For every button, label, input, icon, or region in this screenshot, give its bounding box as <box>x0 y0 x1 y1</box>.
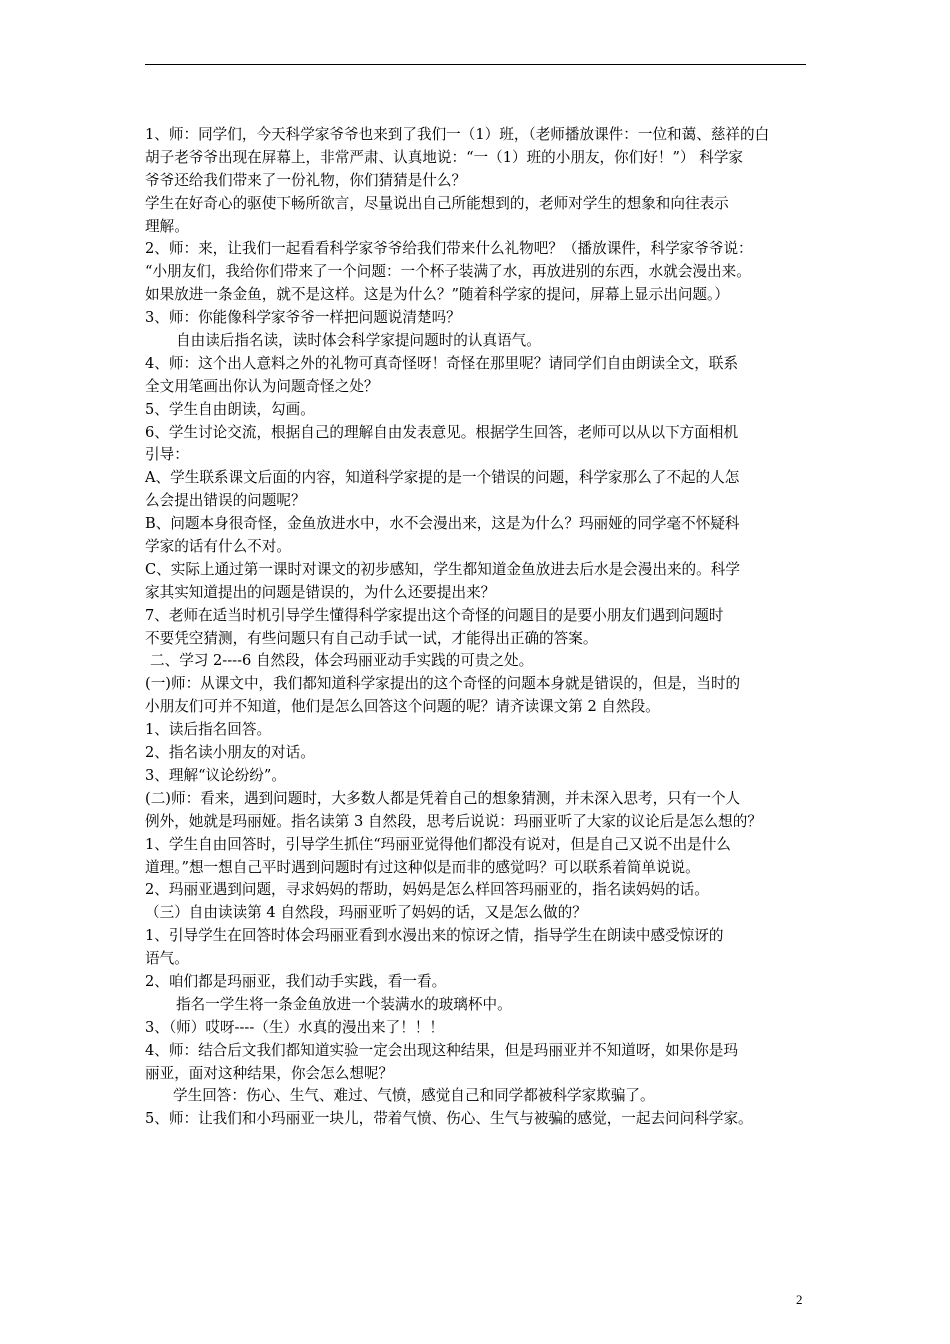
text-line: 1、读后指名回答。 <box>145 721 272 739</box>
text-line: A、学生联系课文后面的内容，知道科学家提的是一个错误的问题，科学家那么了不起的人怎 <box>145 469 740 487</box>
text-line: 1、引导学生在回答时体会玛丽亚看到水漫出来的惊讶之情，指导学生在朗读中感受惊讶的 <box>145 927 724 945</box>
text-line: 指名一学生将一条金鱼放进一个装满水的玻璃杯中。 <box>176 995 512 1013</box>
text-line: 如果放进一条金鱼，就不是这样。这是为什么？”随着科学家的提问，屏幕上显示出问题。） <box>145 286 729 304</box>
text-line: 道理。”想一想自己平时遇到问题时有过这种似是而非的感觉吗？可以联系着简单说说。 <box>145 858 700 876</box>
text-line: 3、师：你能像科学家爷爷一样把问题说清楚吗？ <box>145 309 461 327</box>
text-line: （三）自由读读第 4 自然段，玛丽亚听了妈妈的话，又是怎么做的？ <box>145 904 587 922</box>
text-line: 么会提出错误的问题呢？ <box>145 492 306 510</box>
text-line: 例外，她就是玛丽娅。指名读第 3 自然段，思考后说说：玛丽亚听了大家的议论后是怎么想的？ <box>145 812 762 830</box>
header-rule <box>145 64 806 65</box>
text-line: 不要凭空猜测，有些问题只有自己动手试一试，才能得出正确的答案。 <box>145 629 598 647</box>
text-line: 学生在好奇心的驱使下畅所欲言，尽量说出自己所能想到的，老师对学生的想象和向往表示 <box>145 194 729 212</box>
text-line: 1、学生自由回答时，引导学生抓住“玛丽亚觉得他们都没有说对，但是自己又说不出是什么 <box>145 835 731 853</box>
text-line: 小朋友们可并不知道，他们是怎么回答这个问题的呢？请齐读课文第 2 自然段。 <box>145 698 660 716</box>
text-line: 3、（师）哎呀----（生）水真的漫出来了！！！ <box>145 1018 444 1036</box>
text-line: 3、理解“议论纷纷”。 <box>145 766 286 784</box>
text-line: 理解。 <box>145 217 189 235</box>
text-line: 学家的话有什么不对。 <box>145 538 291 556</box>
text-line: 语气。 <box>145 950 189 968</box>
text-line: 全文用笔画出你认为问题奇怪之处？ <box>145 377 379 395</box>
document-body <box>145 124 809 1131</box>
text-line: 学生回答：伤心、生气、难过、气愤，感觉自己和同学都被科学家欺骗了。 <box>173 1087 655 1105</box>
text-line: 2、师：来，让我们一起看看科学家爷爷给我们带来什么礼物吧？（播放课件，科学家爷爷说： <box>145 240 753 258</box>
text-line: 1、师：同学们，今天科学家爷爷也来到了我们一（1）班，（老师播放课件：一位和蔼、慈祥的白 <box>145 126 770 143</box>
text-line: 5、师：让我们和小玛丽亚一块儿，带着气愤、伤心、生气与被骗的感觉，一起去问问科学家。 <box>145 1110 753 1128</box>
text-line: 胡子老爷爷出现在屏幕上，非常严肃、认真地说：“一（1）班的小朋友，你们好！”） 科学家 <box>145 148 744 166</box>
text-line: 2、咱们都是玛丽亚，我们动手实践，看一看。 <box>145 972 447 990</box>
text-line: 4、师：这个出人意料之外的礼物可真奇怪呀！奇怪在那里呢？请同学们自由朗读全文，联系 <box>145 354 739 372</box>
text-line: 4、师：结合后文我们都知道实验一定会出现这种结果，但是玛丽亚并不知道呀，如果你是玛 <box>145 1041 739 1059</box>
text-line: “小朋友们，我给你们带来了一个问题：一个杯子装满了水，再放进别的东西，水就会漫出来。 <box>145 263 751 281</box>
text-line: 爷爷还给我们带来了一份礼物，你们猜猜是什么？ <box>145 171 467 189</box>
text-line: 家其实知道提出的问题是错误的，为什么还要提出来？ <box>145 583 496 601</box>
text-line: B、问题本身很奇怪，金鱼放进水中，水不会漫出来，这是为什么？玛丽娅的同学毫不怀疑科 <box>145 515 740 533</box>
text-line: 6、学生讨论交流，根据自己的理解自由发表意见。根据学生回答，老师可以从以下方面相机 <box>145 423 739 441</box>
text-line: 2、玛丽亚遇到问题，寻求妈妈的帮助，妈妈是怎么样回答玛丽亚的，指名读妈妈的话。 <box>145 881 709 899</box>
text-line: 5、学生自由朗读，勾画。 <box>145 400 315 418</box>
text-line: (一)师：从课文中，我们都知道科学家提出的这个奇怪的问题本身就是错误的，但是，当时的 <box>145 675 741 693</box>
text-line: 自由读后指名读，读时体会科学家提问题时的认真语气。 <box>176 332 541 350</box>
page-number: 2 <box>796 1292 803 1307</box>
text-line: 丽亚，面对这种结果，你会怎么想呢？ <box>145 1064 394 1082</box>
section-heading: 二、学习 2----6 自然段，体会玛丽亚动手实践的可贵之处。 <box>150 652 534 670</box>
text-line: (二)师：看来，遇到问题时，大多数人都是凭着自己的想象猜测，并未深入思考，只有一个人 <box>145 789 741 807</box>
text-line: 7、老师在适当时机引导学生懂得科学家提出这个奇怪的问题目的是要小朋友们遇到问题时 <box>145 606 724 624</box>
text-line: 引导： <box>145 446 189 464</box>
text-line: C、实际上通过第一课时对课文的初步感知，学生都知道金鱼放进去后水是会漫出来的。科学 <box>145 560 740 578</box>
text-line: 2、指名读小朋友的对话。 <box>145 744 315 762</box>
